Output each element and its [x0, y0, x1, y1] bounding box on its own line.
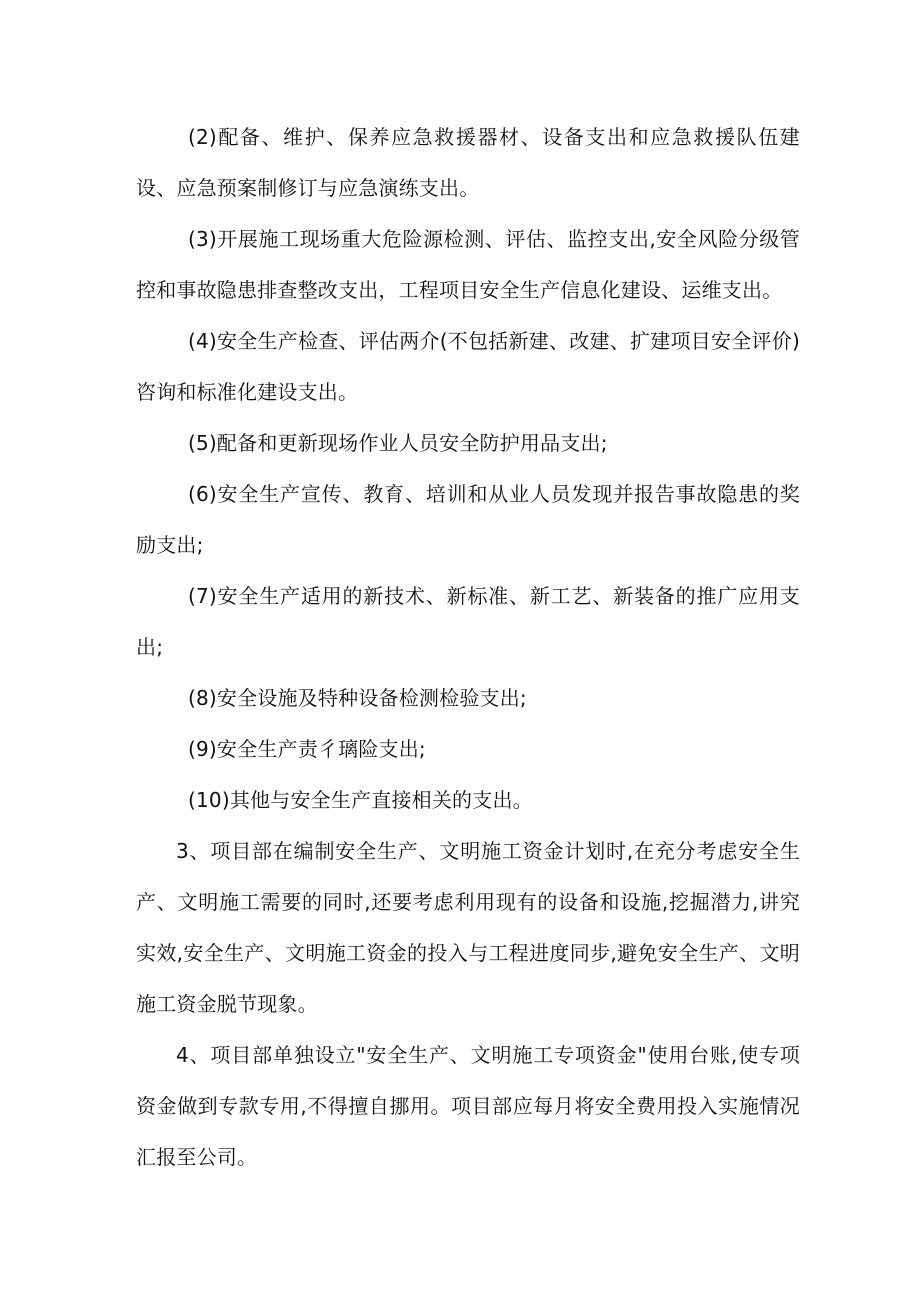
document-body [136, 112, 800, 1183]
list-item-10: (10)其他与安全生产直接相关的支出。 [188, 788, 533, 812]
list-item-7: (7)安全生产适用的新技术、新标准、新工艺、新装备的推广应用支出; [136, 584, 800, 659]
list-item-9: (9)安全生产责彳璃险支出; [188, 737, 426, 761]
list-item-8: (8)安全设施及特种设备检测检验支出; [188, 686, 527, 710]
list-item-3: (3)开展施工现场重大危险源检测、评估、监控支出,安全风险分级管控和事故隐患排查整改支出，工程项目安全生产信息化建设、运维支出。 [136, 227, 800, 302]
paragraph-4: 4、项目部单独设立"安全生产、文明施工专项资金"使用台账,使专项资金做到专款专用,不得擅自挪用。项目部应每月将安全费用投入实施情况汇报至公司。 [136, 1043, 800, 1169]
list-item-5: (5)配备和更新现场作业人员安全防护用品支出; [188, 431, 608, 455]
list-item-6: (6)安全生产宣传、教育、培训和从业人员发现并报告事故隐患的奖励支出; [136, 482, 800, 557]
list-item-2: (2)配备、维护、保养应急救援器材、设备支出和应急救援队伍建设、应急预案制修订与应急演练支出。 [136, 125, 800, 200]
paragraph-3: 3、项目部在编制安全生产、文明施工资金计划时,在充分考虑安全生产、文明施工需要的同时,还要考虑利用现有的设备和设施,挖掘潜力,讲究实效,安全生产、文明施工资金的投入与工程进度同步,避免安全生产、文明施工资金脱节现象。 [136, 839, 800, 1016]
list-item-4: (4)安全生产检查、评估两介(不包括新建、改建、扩建项目安全评价)咨询和标准化建设支出。 [136, 329, 800, 404]
